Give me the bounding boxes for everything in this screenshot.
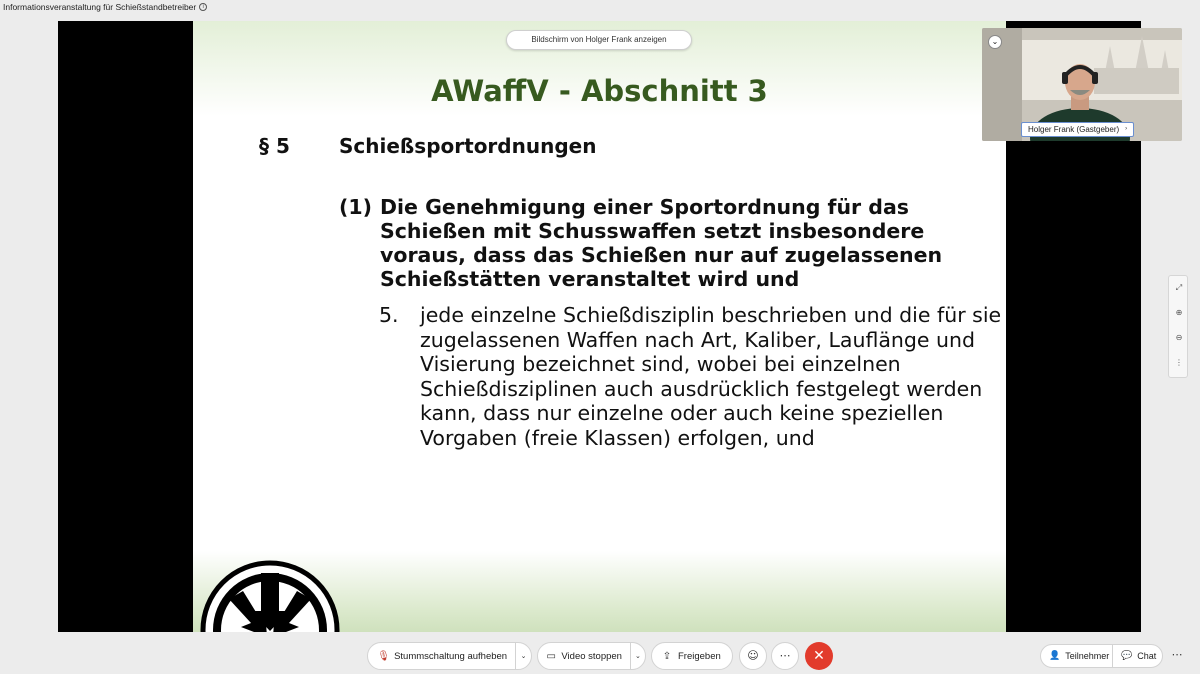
slide-title: AWaffV - Abschnitt 3	[431, 74, 768, 108]
meeting-title: Informationsveranstaltung für Schießstandbetreiber	[3, 2, 197, 12]
item-line: Visierung bezeichnet sind, wobei bei einzelnen	[420, 352, 901, 376]
more-vertical-icon[interactable]: ⋮	[1175, 358, 1183, 367]
item-line: jede einzelne Schießdisziplin beschrieben und die für sie	[420, 303, 1002, 327]
close-icon: ✕	[813, 648, 825, 664]
chevron-down-icon[interactable]: ⌄	[635, 652, 641, 660]
smiley-icon[interactable]: ☺	[739, 642, 767, 670]
association-logo	[199, 559, 341, 632]
zoom-controls	[1168, 275, 1188, 378]
shared-screen	[58, 21, 1141, 632]
camera-icon: ▭	[546, 650, 556, 662]
section-heading: Schießsportordnungen	[339, 134, 597, 158]
section-symbol: § 5	[259, 134, 290, 158]
person-icon: 👤	[1049, 651, 1061, 661]
chat-label: Chat	[1137, 651, 1157, 661]
participant-video-tile[interactable]	[982, 28, 1182, 141]
chat-bubble-icon: 💬	[1121, 651, 1133, 661]
share-icon: ⇪	[662, 650, 672, 662]
item-line: kann, dass nur einzelne oder auch keine speziellen	[420, 401, 944, 425]
share-button[interactable]	[651, 642, 733, 670]
chevron-right-icon: ›	[1125, 126, 1128, 132]
stop-video-label: Video stoppen	[561, 650, 622, 662]
meeting-title-bar	[3, 2, 207, 12]
microphone-muted-icon: 🎙	[377, 650, 390, 662]
stop-video-button[interactable]	[537, 642, 646, 670]
info-icon[interactable]: i	[199, 3, 207, 11]
expand-icon[interactable]: ⤢	[1175, 283, 1183, 292]
presentation-slide	[193, 21, 1006, 632]
item-line: zugelassenen Waffen nach Art, Kaliber, Lauflänge und	[420, 327, 976, 352]
chevron-down-icon[interactable]: ⌄	[988, 35, 1002, 49]
item-line: Schießdisziplinen auch ausdrücklich festgelegt werden	[420, 376, 983, 401]
participants-button[interactable]	[1040, 644, 1113, 668]
view-screen-button[interactable]: Bildschirm von Holger Frank anzeigen	[506, 30, 692, 50]
chevron-down-icon[interactable]: ⌄	[520, 652, 527, 660]
participant-name-label[interactable]	[1021, 122, 1134, 137]
item-text	[420, 303, 1001, 450]
item-number: 5.	[379, 303, 399, 327]
unmute-label: Stummschaltung aufheben	[394, 650, 508, 662]
paragraph-line: Die Genehmigung einer Sportordnung für das	[380, 195, 910, 219]
paragraph-number: (1)	[339, 195, 373, 219]
zoom-out-icon[interactable]: ⊖	[1175, 333, 1183, 342]
end-meeting-button[interactable]	[805, 642, 833, 670]
chat-button[interactable]	[1112, 644, 1163, 668]
paragraph-text	[380, 195, 943, 291]
ellipsis-icon[interactable]: ⋯	[1171, 648, 1183, 661]
participant-name: Holger Frank (Gastgeber)	[1028, 125, 1120, 134]
unmute-button[interactable]	[367, 642, 532, 670]
item-line: Vorgaben (freie Klassen) erfolgen, und	[420, 425, 815, 450]
zoom-in-icon[interactable]: ⊕	[1175, 308, 1183, 317]
share-label: Freigeben	[678, 650, 721, 662]
paragraph-line: Schießen mit Schusswaffen setzt insbesondere	[380, 219, 925, 243]
participants-label: Teilnehmer	[1065, 651, 1110, 661]
paragraph-line: voraus, dass das Schießen nur auf zugelassenen	[380, 243, 943, 267]
paragraph-line: Schießstätten veranstaltet wird und	[380, 267, 800, 291]
more-icon[interactable]: ⋯	[771, 642, 799, 670]
